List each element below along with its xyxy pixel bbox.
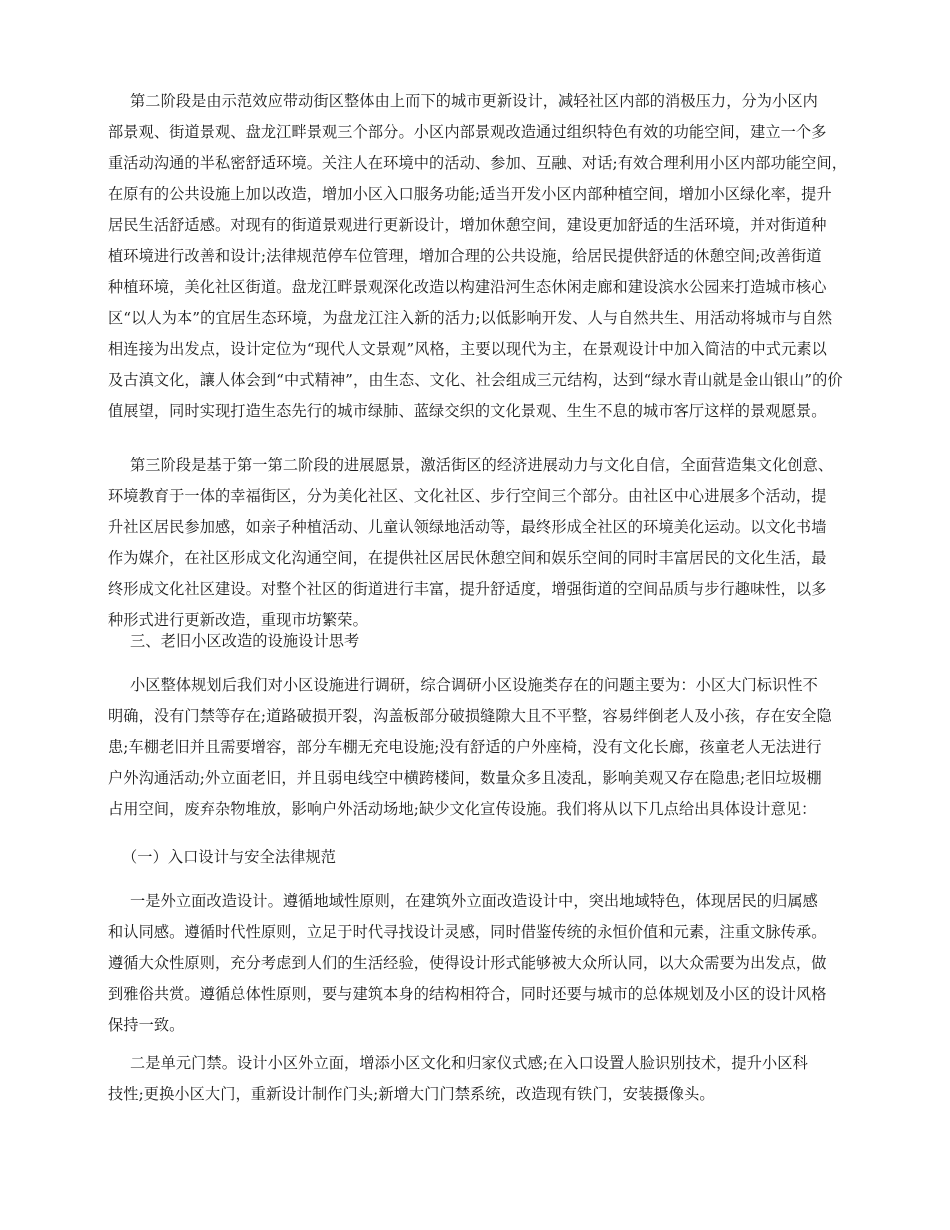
paragraph-survey xyxy=(108,670,860,825)
text-line: 第三阶段是基于第一第二阶段的进展愿景，激活街区的经济进展动力与文化自信，全面营造集文化创意、 xyxy=(130,456,834,474)
section-heading xyxy=(108,626,860,657)
text-line: 和认同感。遵循时代性原则，立足于时代寻找设计灵感，同时借鉴传统的永恒价值和元素，注重文脉传承。 xyxy=(108,923,827,941)
paragraph-access-control xyxy=(108,1048,860,1110)
text-line: 户外沟通活动;外立面老旧，并且弱电线空中横跨楼间，数量众多且凌乱，影响美观又存在隐患;老旧垃圾棚 xyxy=(108,769,822,787)
text-line: 及古滇文化，讓人体会到“中式精神”，由生态、文化、社会组成三元结构，达到“绿水青山就是金山银山”的价 xyxy=(108,371,843,389)
text-line: 值展望，同时实现打造生态先行的城市绿肺、蓝绿交织的文化景观、生生不息的城市客厅这样的景观愿景。 xyxy=(108,402,827,420)
text-line: 第二阶段是由示范效应带动街区整体由上而下的城市更新设计，减轻社区内部的消极压力，分为小区内 xyxy=(130,92,818,110)
text-line: 区“以人为本”的宜居生态环境，为盘龙江注入新的活力;以低影响开发、人与自然共生、用活动将城市与自然 xyxy=(108,309,833,327)
text-line: 在原有的公共设施上加以改造，增加小区入口服务功能;适当开发小区内部种植空间，增加小区绿化率，提升 xyxy=(108,185,832,203)
subsection-heading xyxy=(108,842,860,873)
text-line: 患;车棚老旧并且需要增容，部分车棚无充电设施;没有舒适的户外座椅，没有文化长廊，孩童老人无法进行 xyxy=(108,738,822,756)
text-line: 部景观、街道景观、盘龙江畔景观三个部分。小区内部景观改造通过组织特色有效的功能空间，建立一个多 xyxy=(108,123,827,141)
paragraph-stage-three xyxy=(108,450,860,636)
text-line: 占用空间，废弃杂物堆放，影响户外活动场地;缺少文化宣传设施。我们将从以下几点给出具体设计意见： xyxy=(108,800,817,818)
text-line: 种植环境，美化社区街道。盘龙江畔景观深化改造以构建沿河生态休闲走廊和建设滨水公园来打造城市核心 xyxy=(108,278,827,296)
text-line: 终形成文化社区建设。对整个社区的街道进行丰富，提升舒适度，增强街道的空间品质与步行趣味性，以多 xyxy=(108,580,827,598)
paragraph-stage-two xyxy=(108,86,860,427)
text-line: 相连接为出发点，设计定位为“现代人文景观”风格，主要以现代为主，在景观设计中加入简洁的中式元素以 xyxy=(108,340,827,358)
section-heading-text: 三、老旧小区改造的设施设计思考 xyxy=(130,632,360,650)
text-line: 居民生活舒适感。对现有的街道景观进行更新设计，增加休憩空间，建设更加舒适的生活环境，并对街道种 xyxy=(108,216,827,234)
text-line: 二是单元门禁。设计小区外立面，增添小区文化和归家仪式感;在入口设置人脸识别技术，提升小区科 xyxy=(130,1054,808,1072)
text-line: 作为媒介，在社区形成文化沟通空间，在提供社区居民休憩空间和娱乐空间的同时丰富居民的文化生活，最 xyxy=(108,549,827,567)
subsection-heading-text: （一）入口设计与安全法律规范 xyxy=(122,848,337,866)
text-line: 环境教育于一体的幸福街区，分为美化社区、文化社区、步行空间三个部分。由社区中心进展多个活动，提 xyxy=(108,487,827,505)
text-line: 重活动沟通的半私密舒适环境。关注人在环境中的活动、参加、互融、对话;有效合理利用小区内部功能空间， xyxy=(108,154,848,172)
text-line: 到雅俗共赏。遵循总体性原则，要与建筑本身的结构相符合，同时还要与城市的总体规划及小区的设计风格 xyxy=(108,985,827,1003)
text-line: 遵循大众性原则，充分考虑到人们的生活经验，使得设计形式能够被大众所认同，以大众需要为出发点，做 xyxy=(108,954,827,972)
text-line: 技性;更换小区大门，重新设计制作门头;新增大门门禁系统，改造现有铁门，安装摄像头。 xyxy=(108,1085,715,1103)
text-line: 小区整体规划后我们对小区设施进行调研，综合调研小区设施类存在的问题主要为：小区大门标识性不 xyxy=(130,676,818,694)
text-line: 一是外立面改造设计。遵循地域性原则，在建筑外立面改造设计中，突出地域特色，体现居民的归属感 xyxy=(130,892,818,910)
text-line: 保持一致。 xyxy=(108,1016,185,1034)
paragraph-facade xyxy=(108,886,860,1041)
text-line: 升社区居民参加感，如亲子种植活动、儿童认领绿地活动等，最终形成全社区的环境美化运动。以文化书墙 xyxy=(108,518,827,536)
text-line: 明确，没有门禁等存在;道路破损开裂，沟盖板部分破损缝隙大且不平整，容易绊倒老人及小孩，存在安全隐 xyxy=(108,707,832,725)
text-line: 种形式进行更新改造，重现市坊繁荣。 xyxy=(108,611,368,629)
text-line: 植环境进行改善和设计;法律规范停车位管理，增加合理的公共设施，给居民提供舒适的休憩空间;改善街道 xyxy=(108,247,822,265)
